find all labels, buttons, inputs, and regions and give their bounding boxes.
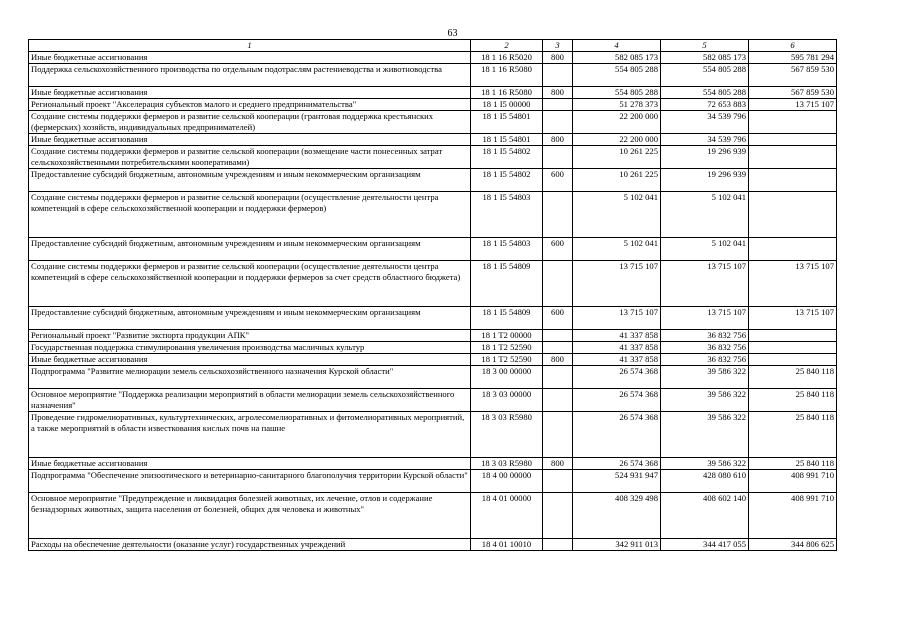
row-value-3-cell [749,146,837,169]
row-value-1-cell: 13 715 107 [573,261,661,307]
row-value-3-cell [749,238,837,261]
table-row [29,99,837,111]
row-name-cell: Основное мероприятие "Предупреждение и ликвидация болезней животных, их лечение, отлов и содержание безнадзорных животных, защита населения от болезней, общих для человека и животных" [29,493,471,539]
row-value-3-cell: 25 840 118 [749,366,837,389]
row-value-1-cell: 342 911 013 [573,539,661,551]
row-value-3-cell [749,134,837,146]
row-type-cell: 800 [543,354,573,366]
row-code-cell: 18 1 T2 00000 [471,330,543,342]
column-number: 6 [749,40,837,52]
row-name-cell: Иные бюджетные ассигнования [29,87,471,99]
row-value-3-cell: 25 840 118 [749,458,837,470]
row-value-2-cell: 13 715 107 [661,261,749,307]
row-type-cell [543,389,573,412]
row-type-cell: 800 [543,52,573,64]
row-name-cell: Региональный проект "Акселерация субъектов малого и среднего предпринимательства" [29,99,471,111]
row-value-2-cell: 344 417 055 [661,539,749,551]
table-row [29,307,837,330]
row-type-cell: 600 [543,307,573,330]
row-value-1-cell: 26 574 368 [573,366,661,389]
table-row [29,330,837,342]
row-type-cell: 600 [543,169,573,192]
row-value-2-cell: 19 296 939 [661,169,749,192]
table-row [29,493,837,539]
row-value-3-cell: 595 781 294 [749,52,837,64]
row-value-1-cell: 408 329 498 [573,493,661,539]
row-name-cell: Создание системы поддержки фермеров и развитие сельской кооперации (возмещение части понесенных затрат сельскохозяйственными потребительскими кооперативами) [29,146,471,169]
table-row [29,238,837,261]
row-value-1-cell: 26 574 368 [573,412,661,458]
row-name-cell: Расходы на обеспечение деятельности (оказание услуг) государственных учреждений [29,539,471,551]
row-value-2-cell: 36 832 756 [661,330,749,342]
row-value-2-cell: 72 653 883 [661,99,749,111]
row-type-cell: 800 [543,134,573,146]
row-code-cell: 18 1 I5 54809 [471,261,543,307]
table-row [29,261,837,307]
row-value-3-cell: 13 715 107 [749,99,837,111]
row-value-2-cell: 408 602 140 [661,493,749,539]
row-value-3-cell [749,192,837,238]
table-row [29,470,837,493]
row-type-cell [543,366,573,389]
table-row [29,412,837,458]
row-value-1-cell: 41 337 858 [573,342,661,354]
row-value-3-cell: 13 715 107 [749,261,837,307]
row-name-cell: Иные бюджетные ассигнования [29,458,471,470]
row-value-2-cell: 39 586 322 [661,389,749,412]
row-value-1-cell: 5 102 041 [573,192,661,238]
row-type-cell [543,64,573,87]
column-number: 1 [29,40,471,52]
row-code-cell: 18 1 I5 54802 [471,169,543,192]
row-code-cell: 18 1 I5 54801 [471,134,543,146]
row-code-cell: 18 4 00 00000 [471,470,543,493]
column-number: 2 [471,40,543,52]
row-value-3-cell: 567 859 530 [749,87,837,99]
row-type-cell [543,261,573,307]
row-value-3-cell [749,111,837,134]
row-name-cell: Основное мероприятие "Поддержка реализации мероприятий в области мелиорации земель сельскохозяйственного назначения" [29,389,471,412]
row-value-3-cell [749,330,837,342]
row-code-cell: 18 4 01 00000 [471,493,543,539]
table-row [29,389,837,412]
column-number-row [29,40,837,52]
row-type-cell [543,99,573,111]
row-type-cell [543,470,573,493]
row-code-cell: 18 1 T2 52590 [471,342,543,354]
row-name-cell: Предоставление субсидий бюджетным, автономным учреждениям и иным некоммерческим организациям [29,307,471,330]
row-name-cell: Подпрограмма "Развитие мелиорации земель сельскохозяйственного назначения Курской области" [29,366,471,389]
row-name-cell: Проведение гидромелиоративных, культуртехнических, агролесомелиоративных и фитомелиоративных мероприятий, а также мероприятий в области известкования кислых почв на пашне [29,412,471,458]
row-value-1-cell: 582 085 173 [573,52,661,64]
row-code-cell: 18 1 I5 54803 [471,238,543,261]
row-code-cell: 18 3 03 R5980 [471,458,543,470]
row-type-cell [543,342,573,354]
table-row [29,192,837,238]
table-row [29,52,837,64]
row-value-1-cell: 554 805 288 [573,64,661,87]
row-value-1-cell: 41 337 858 [573,330,661,342]
row-type-cell [543,493,573,539]
table-row [29,146,837,169]
row-value-2-cell: 39 586 322 [661,458,749,470]
row-name-cell: Региональный проект "Развитие экспорта продукции АПК" [29,330,471,342]
row-value-2-cell: 554 805 288 [661,64,749,87]
row-code-cell: 18 1 T2 52590 [471,354,543,366]
row-value-1-cell: 41 337 858 [573,354,661,366]
row-value-1-cell: 5 102 041 [573,238,661,261]
row-value-2-cell: 428 080 610 [661,470,749,493]
row-value-2-cell: 36 832 756 [661,342,749,354]
row-value-3-cell: 25 840 118 [749,412,837,458]
row-value-2-cell: 34 539 796 [661,134,749,146]
row-value-1-cell: 22 200 000 [573,134,661,146]
row-code-cell: 18 1 I5 00000 [471,99,543,111]
table-row [29,64,837,87]
row-value-2-cell: 582 085 173 [661,52,749,64]
row-type-cell [543,412,573,458]
row-code-cell: 18 3 00 00000 [471,366,543,389]
column-number: 3 [543,40,573,52]
row-name-cell: Иные бюджетные ассигнования [29,52,471,64]
table-row [29,354,837,366]
row-value-2-cell: 5 102 041 [661,238,749,261]
row-code-cell: 18 1 16 R5020 [471,52,543,64]
row-value-1-cell: 10 261 225 [573,169,661,192]
row-name-cell: Иные бюджетные ассигнования [29,134,471,146]
table-row [29,134,837,146]
row-type-cell: 800 [543,87,573,99]
table-row [29,111,837,134]
row-type-cell [543,111,573,134]
row-value-3-cell: 25 840 118 [749,389,837,412]
row-type-cell [543,192,573,238]
column-number: 4 [573,40,661,52]
row-value-3-cell: 13 715 107 [749,307,837,330]
row-value-2-cell: 554 805 288 [661,87,749,99]
row-code-cell: 18 1 I5 54801 [471,111,543,134]
row-code-cell: 18 3 03 00000 [471,389,543,412]
row-type-cell [543,539,573,551]
row-name-cell: Предоставление субсидий бюджетным, автономным учреждениям и иным некоммерческим организациям [29,238,471,261]
table-row [29,342,837,354]
row-code-cell: 18 1 I5 54802 [471,146,543,169]
row-type-cell [543,330,573,342]
row-value-1-cell: 13 715 107 [573,307,661,330]
row-name-cell: Создание системы поддержки фермеров и развитие сельской кооперации (осуществление деятельности центра компетенций в сфере сельскохозяйственной кооперации и поддержки фермеров) [29,192,471,238]
row-code-cell: 18 3 03 R5980 [471,412,543,458]
row-code-cell: 18 1 16 R5080 [471,64,543,87]
row-name-cell: Создание системы поддержки фермеров и развитие сельской кооперации (грантовая поддержка крестьянских (фермерских) хозяйств, индивидуальных предпринимателей) [29,111,471,134]
row-value-1-cell: 26 574 368 [573,458,661,470]
table-body [29,52,837,551]
row-value-2-cell: 39 586 322 [661,366,749,389]
row-name-cell: Поддержка сельскохозяйственного производства по отдельным подотраслям растениеводства и животноводства [29,64,471,87]
row-name-cell: Предоставление субсидий бюджетным, автономным учреждениям и иным некоммерческим организациям [29,169,471,192]
row-value-1-cell: 554 805 288 [573,87,661,99]
row-name-cell: Создание системы поддержки фермеров и развитие сельской кооперации (осуществление деятельности центра компетенций в сфере сельскохозяйственной кооперации и поддержки фермеров за счет средств областного бюджета) [29,261,471,307]
row-name-cell: Иные бюджетные ассигнования [29,354,471,366]
row-value-2-cell: 19 296 939 [661,146,749,169]
table-row [29,458,837,470]
row-type-cell [543,146,573,169]
table-row [29,169,837,192]
row-value-1-cell: 524 931 947 [573,470,661,493]
row-name-cell: Государственная поддержка стимулирования увеличения производства масличных культур [29,342,471,354]
row-value-3-cell [749,354,837,366]
row-value-2-cell: 5 102 041 [661,192,749,238]
row-value-2-cell: 36 832 756 [661,354,749,366]
page-number: 63 [447,28,458,39]
row-code-cell: 18 1 16 R5080 [471,87,543,99]
row-type-cell: 600 [543,238,573,261]
row-value-2-cell: 34 539 796 [661,111,749,134]
budget-table [28,39,837,551]
row-name-cell: Подпрограмма "Обеспечение эпизоотического и ветеринарно-санитарного благополучия территории Курской области" [29,470,471,493]
row-value-1-cell: 10 261 225 [573,146,661,169]
column-number: 5 [661,40,749,52]
row-value-1-cell: 22 200 000 [573,111,661,134]
row-code-cell: 18 1 I5 54809 [471,307,543,330]
row-type-cell: 800 [543,458,573,470]
row-value-3-cell: 408 991 710 [749,493,837,539]
table-row [29,366,837,389]
row-value-2-cell: 13 715 107 [661,307,749,330]
row-value-3-cell: 408 991 710 [749,470,837,493]
row-code-cell: 18 4 01 10010 [471,539,543,551]
row-code-cell: 18 1 I5 54803 [471,192,543,238]
table-row [29,539,837,551]
row-value-1-cell: 26 574 368 [573,389,661,412]
row-value-3-cell: 567 859 530 [749,64,837,87]
table-row [29,87,837,99]
row-value-3-cell [749,169,837,192]
row-value-3-cell: 344 806 625 [749,539,837,551]
row-value-1-cell: 51 278 373 [573,99,661,111]
row-value-3-cell [749,342,837,354]
row-value-2-cell: 39 586 322 [661,412,749,458]
